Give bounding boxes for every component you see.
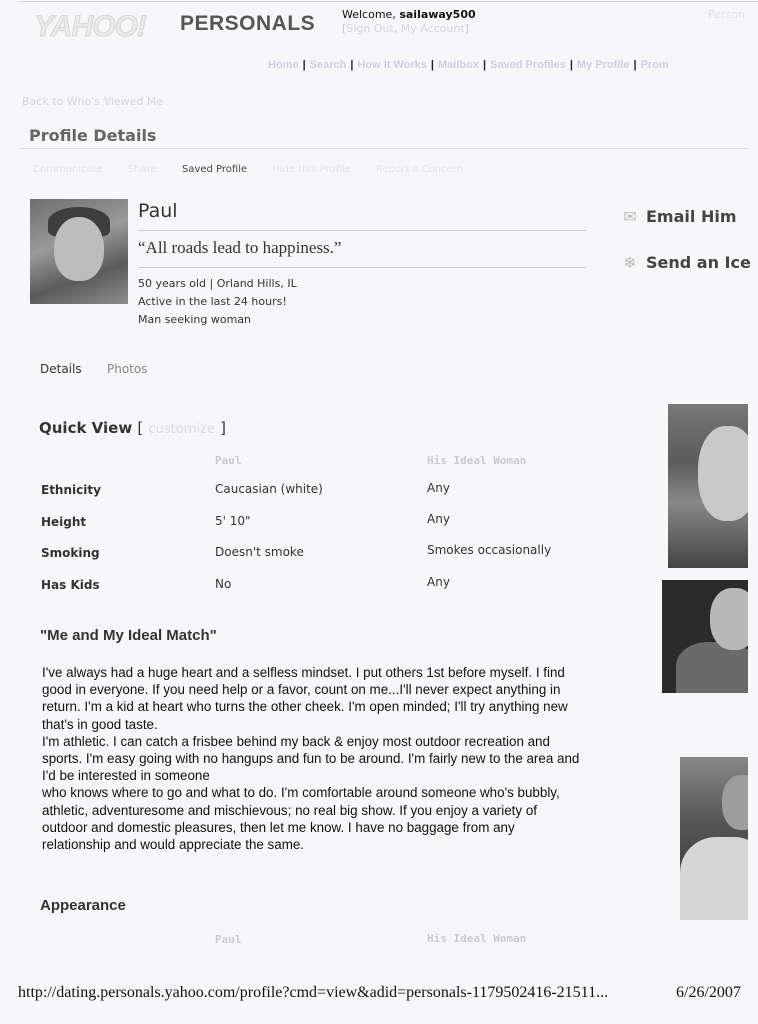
paul-has-kids: No bbox=[215, 577, 232, 591]
bracket-open: [ bbox=[137, 419, 144, 437]
side-photo-2[interactable] bbox=[662, 580, 748, 693]
action-saved-profile[interactable]: Saved Profile bbox=[181, 164, 248, 175]
nav-separator: | bbox=[482, 59, 487, 71]
nav-how-it-works[interactable]: How It Works bbox=[357, 59, 427, 71]
welcome-prefix: Welcome, bbox=[342, 8, 396, 21]
envelope-icon: ✉ bbox=[623, 206, 637, 226]
match-line: athletic, adventuresome and mischievous; no real big show. If you enjoy a variety of bbox=[42, 802, 537, 818]
appearance-header-paul: Paul bbox=[215, 933, 242, 946]
paul-height: 5' 10" bbox=[215, 514, 251, 528]
match-line: return. I'm a kid at heart who turns the other cheek. I'm open minded; I'll try anything new bbox=[42, 699, 568, 715]
tab-photos[interactable]: Photos bbox=[107, 362, 148, 376]
account-links: [Sign Out, My Account] bbox=[342, 22, 469, 35]
nav-separator: | bbox=[633, 59, 637, 71]
tab-details[interactable]: Details bbox=[40, 362, 82, 376]
paul-ethnicity: Caucasian (white) bbox=[215, 482, 323, 496]
email-him-label: Email Him bbox=[646, 207, 737, 226]
send-ice-label: Send an Ice bbox=[646, 253, 751, 272]
nav-separator: | bbox=[350, 59, 354, 71]
side-photo-3[interactable] bbox=[680, 757, 748, 920]
my-account-link[interactable]: My Account bbox=[400, 22, 465, 35]
match-line: I've always had a huge heart and a selfless mindset. I put others 1st before myself. I find bbox=[42, 665, 565, 680]
nav-saved-profiles[interactable]: Saved Profiles bbox=[490, 59, 566, 71]
personals-logo[interactable]: PERSONALS bbox=[180, 12, 316, 35]
ideal-has-kids: Any bbox=[427, 575, 450, 589]
appearance-title: Appearance bbox=[40, 897, 126, 914]
nav-prom[interactable]: Prom bbox=[640, 59, 669, 71]
profile-photo[interactable] bbox=[30, 199, 128, 304]
ideal-ethnicity: Any bbox=[427, 481, 450, 495]
ideal-height: Any bbox=[427, 512, 450, 526]
nav-mailbox[interactable]: Mailbox bbox=[437, 59, 479, 71]
seeking-text: Man seeking woman bbox=[138, 313, 251, 326]
nav-my-profile[interactable]: My Profile bbox=[576, 59, 630, 71]
column-header-ideal: His Ideal Woman bbox=[427, 454, 527, 467]
divider bbox=[138, 230, 586, 231]
nav-separator: | bbox=[430, 59, 434, 71]
welcome-text bbox=[342, 8, 476, 21]
activity-status: Active in the last 24 hours! bbox=[138, 295, 287, 308]
quick-view-heading: Quick View bbox=[39, 419, 133, 437]
sign-out-link[interactable]: Sign Out bbox=[346, 22, 394, 35]
age-location: 50 years old | Orland Hills, IL bbox=[138, 277, 297, 290]
profile-actions bbox=[33, 164, 485, 175]
row-label-has-kids: Has Kids bbox=[41, 578, 100, 592]
send-ice-button[interactable] bbox=[620, 253, 751, 272]
quick-view-title bbox=[39, 419, 226, 437]
username: sailaway500 bbox=[399, 8, 476, 21]
nav-home[interactable]: Home bbox=[268, 59, 299, 71]
divider bbox=[138, 267, 586, 268]
photo-body bbox=[680, 837, 748, 920]
match-line: outdoor and domestic pleasures, then let me know. I have no baggage from any bbox=[42, 819, 515, 835]
bracket-close: ] bbox=[220, 419, 226, 437]
paul-smoking: Doesn't smoke bbox=[215, 545, 304, 559]
appearance-header-ideal: His Ideal Woman bbox=[427, 932, 527, 945]
match-line: I'd be interested in someone bbox=[42, 768, 210, 784]
action-hide-profile[interactable]: Hide this Profile bbox=[272, 164, 351, 175]
match-line: sports. I'm easy going with no hangups and fun to be around. I'm fairly new to the area and bbox=[42, 751, 580, 767]
column-header-paul: Paul bbox=[215, 454, 242, 467]
photo-face bbox=[54, 217, 104, 281]
nav-separator: | bbox=[569, 59, 573, 71]
match-description bbox=[42, 664, 632, 853]
match-line: relationship and would appreciate the same. bbox=[42, 837, 305, 853]
match-line: who knows where to go and what to do. I'm comfortable around someone who's bubbly, bbox=[42, 785, 560, 801]
action-communicate[interactable]: Communicate bbox=[33, 164, 103, 175]
photo-face bbox=[710, 588, 748, 650]
top-right-link[interactable]: Person bbox=[708, 8, 745, 21]
side-photo-1[interactable] bbox=[668, 404, 748, 568]
row-label-height: Height bbox=[41, 515, 87, 529]
ice-icon: ❄ bbox=[623, 252, 637, 272]
print-url: http://dating.personals.yahoo.com/profile?cmd=view&adid=personals-1179502416-21511... bbox=[18, 984, 609, 1001]
yahoo-logo[interactable]: YAHOO! bbox=[34, 10, 146, 43]
photo-face bbox=[698, 426, 748, 521]
profile-tagline: “All roads lead to happiness.” bbox=[138, 238, 342, 257]
ideal-smoking: Smokes occasionally bbox=[427, 543, 552, 557]
print-date: 6/26/2007 bbox=[676, 984, 741, 1001]
action-share[interactable]: Share bbox=[127, 164, 157, 175]
match-line: good in everyone. If you need help or a favor, count on me...I'll never expect anything in bbox=[42, 682, 561, 698]
row-label-smoking: Smoking bbox=[41, 546, 100, 560]
main-nav bbox=[268, 59, 758, 71]
top-rule bbox=[20, 1, 758, 2]
page-title: Profile Details bbox=[29, 126, 157, 145]
nav-separator: | bbox=[302, 59, 306, 71]
profile-name: Paul bbox=[138, 200, 178, 222]
match-line: that's in good taste. bbox=[42, 716, 158, 732]
match-line: I'm athletic. I can catch a frisbee behind my back & enjoy most outdoor recreation and bbox=[42, 733, 550, 749]
divider bbox=[20, 148, 748, 149]
match-title: "Me and My Ideal Match" bbox=[40, 627, 217, 644]
nav-search[interactable]: Search bbox=[309, 59, 347, 71]
email-him-button[interactable] bbox=[620, 207, 736, 226]
row-label-ethnicity: Ethnicity bbox=[41, 483, 101, 497]
customize-link[interactable]: customize bbox=[148, 422, 215, 437]
photo-face bbox=[722, 775, 748, 830]
action-report-concern[interactable]: Report a Concern bbox=[376, 164, 464, 175]
back-link[interactable]: Back to Who's Viewed Me bbox=[22, 95, 164, 108]
